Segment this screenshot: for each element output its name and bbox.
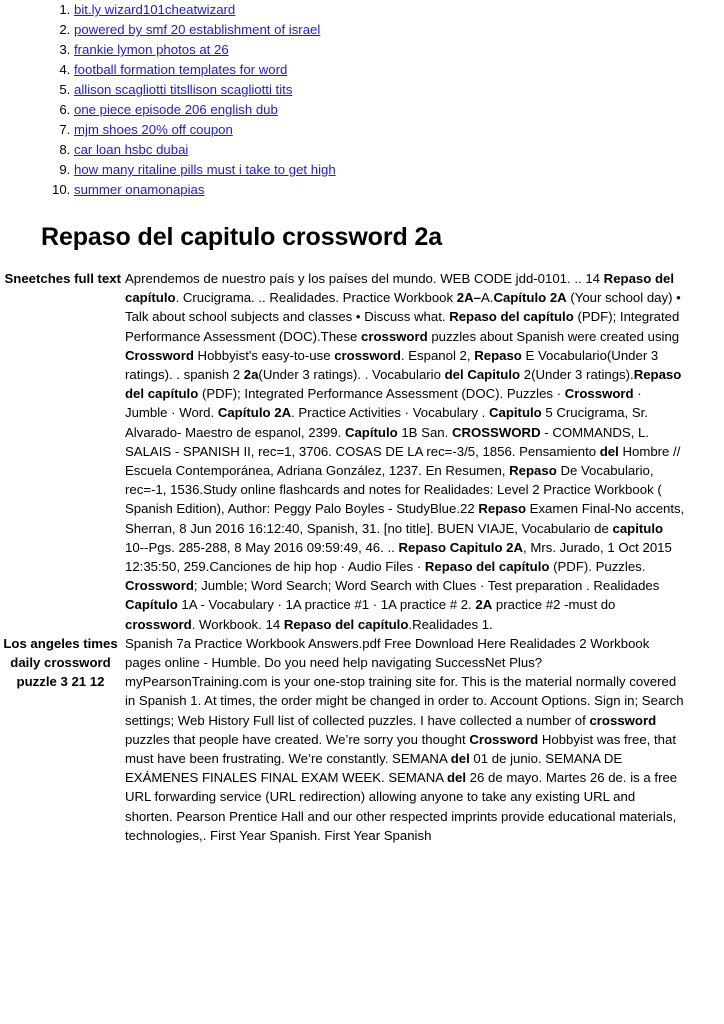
text-run: Examen Final-No accents, Sherran, 8 Jun 2016 16:12:40, Spanish, 31. [no title]. BUEN VIAJE, Vocabulario de: [125, 501, 685, 536]
bold-run: Capítulo 2A: [493, 290, 567, 306]
bold-run: Crossword: [469, 731, 539, 747]
row-body: [125, 269, 724, 634]
bold-run: Crossword: [125, 347, 194, 363]
related-search-link[interactable]: powered by smf 20 establishment of israel: [74, 22, 321, 37]
list-item: [74, 100, 724, 120]
text-run: · Jumble · Word.: [125, 386, 642, 421]
list-item: [74, 0, 724, 20]
related-search-link[interactable]: frankie lymon photos at 26: [74, 42, 229, 57]
table-row: [0, 269, 724, 634]
bold-run: Capítulo 2A: [217, 405, 292, 421]
text-run: 10--Pgs. 285-288, 8 May 2016 09:59:49, 46. ..: [125, 539, 399, 555]
row-body: [125, 634, 724, 845]
text-run: - COMMANDS, L. SALAIS - SPANISH II, rec=1, 3706. COSAS DE LA rec=-3/5, 1856. Pensamiento: [125, 424, 650, 459]
list-item: [74, 20, 724, 40]
related-search-link[interactable]: football formation templates for word: [74, 62, 288, 77]
list-item: [74, 160, 724, 180]
text-run: practice #2 -must do: [492, 597, 616, 613]
body-paragraph: [125, 269, 685, 634]
list-item: [74, 40, 724, 60]
text-run: Aprendemos de nuestro país y los países del mundo. WEB CODE jdd-0101. .. 14: [125, 271, 604, 286]
text-run: . Practice Activities · Vocabulary .: [291, 405, 489, 421]
bold-run: Repaso: [509, 463, 557, 479]
body-paragraph: [125, 634, 685, 845]
related-search-link[interactable]: car loan hsbc dubai: [74, 142, 189, 157]
bold-run: Repaso del capítulo: [125, 271, 675, 306]
text-run: .Realidades 1.: [408, 616, 493, 632]
text-run: Hobbyist was free, that must have been frustrating. We’re constantly. SEMANA: [125, 731, 677, 767]
text-run: puzzles about Spanish were created using: [427, 328, 680, 344]
text-run: (PDF). Puzzles.: [549, 559, 646, 575]
text-run: (PDF); Integrated Performance Assessment (DOC).These: [125, 309, 680, 344]
list-item: [74, 120, 724, 140]
bold-run: Capítulo: [125, 597, 178, 613]
bold-run: crossword: [125, 616, 192, 632]
bold-run: capitulo: [612, 520, 664, 536]
text-run: 01 de junio. SEMANA DE EXÁMENES FINALES FINAL EXAM WEEK. SEMANA: [125, 751, 623, 786]
bold-run: del: [599, 443, 619, 459]
content-table: [0, 269, 724, 845]
text-run: . Espanol 2,: [400, 347, 475, 363]
bold-run: del Capitulo: [444, 367, 521, 383]
page-title: Repaso del capitulo crossword 2a: [41, 223, 443, 251]
bold-run: Repaso del capítulo: [449, 309, 574, 325]
text-run: puzzles that people have created. We’re sorry you thought: [125, 731, 470, 747]
text-run: Hombre // Escuela Contemporánea, Adriana González, 1237. En Resumen,: [125, 443, 681, 479]
related-searches-list: [0, 0, 724, 200]
text-run: Hobbyist's easy-to-use: [193, 347, 335, 363]
related-search-link[interactable]: allison scagliotti titsllison scagliotti tits: [74, 82, 293, 97]
bold-run: Capitulo: [488, 405, 542, 421]
bold-run: Crossword: [564, 386, 634, 402]
text-run: (Under 3 ratings). . Vocabulario: [258, 367, 445, 383]
bold-run: del: [446, 770, 467, 786]
bold-run: Repaso: [474, 347, 522, 363]
content-table-body: [0, 269, 724, 845]
related-search-link[interactable]: summer onamonapias: [74, 182, 205, 197]
bold-run: Repaso: [478, 501, 526, 517]
bold-run: crossword: [334, 347, 401, 363]
bold-run: Repaso Capitulo 2A: [398, 539, 524, 555]
table-row: [0, 634, 724, 845]
text-run: 26 de mayo. Martes 26 de. is a free URL forwarding service (URL redirection) allowing anyone to take any existing URL and shorten. Pearson Prentice Hall and our other respected imprints provide educational materials, technologies,. First Year Spanish. First Year Spanish: [125, 770, 678, 843]
text-run: . Crucigrama. .. Realidades. Practice Workbook: [175, 290, 457, 306]
text-run: De Vocabulario, rec=-1, 1536.Study online flashcards and notes for Realidades: Level 2 Practice Workbook ( Spanish Edition), Author: Peggy Palo Boyles - StudyBlue.22: [125, 463, 662, 517]
text-run: E Vocabulario(Under 3 ratings). . spanish 2: [125, 347, 659, 383]
bold-run: CROSSWORD: [451, 424, 541, 440]
bold-run: Crossword: [125, 578, 194, 594]
bold-run: del: [450, 751, 470, 767]
text-run: A.: [480, 290, 494, 306]
list-item: [74, 80, 724, 100]
text-run: 1B San.: [397, 424, 452, 440]
related-search-link[interactable]: how many ritaline pills must i take to get high: [74, 162, 336, 177]
list-item: [74, 180, 724, 200]
text-run: Spanish 7a Practice Workbook Answers.pdf Free Download Here Realidades 2 Workbook pages online - Humble. Do you need help navigating SuccessNet Plus? myPearsonTraining.com is your one-stop training site for. This is the material normally covered in Spanish 1. At times, the order might be changed in order to. Account Options. Sign in; Search settings; Web History Full list of collected puzzles. I have collected a number of: [125, 635, 684, 728]
text-run: , Mrs. Jurado, 1 Oct 2015 12:35:50, 259.Canciones de hip hop · Audio Files ·: [125, 539, 672, 575]
bold-run: Repaso del capítulo: [283, 616, 409, 632]
bold-run: Capítulo: [344, 424, 398, 440]
row-label: Sneetches full text: [4, 271, 121, 286]
bold-run: crossword: [360, 328, 428, 344]
related-search-link[interactable]: one piece episode 206 english dub: [74, 102, 278, 117]
related-search-link[interactable]: bit.ly wizard101cheatwizard: [74, 2, 236, 17]
text-run: (Your school day) • Talk about school subjects and classes • Discuss what.: [125, 290, 681, 325]
related-search-link[interactable]: mjm shoes 20% off coupon: [74, 122, 233, 137]
text-run: 5 Crucigrama, Sr. Alvarado- Maestro de espanol, 2399.: [125, 405, 648, 440]
bold-run: Repaso del capítulo: [125, 367, 682, 402]
bold-run: 2A–: [456, 290, 481, 306]
text-run: . Workbook. 14: [191, 616, 284, 632]
bold-run: crossword: [589, 712, 657, 728]
text-run: (PDF); Integrated Performance Assessment (DOC). Puzzles ·: [198, 386, 565, 402]
bold-run: Repaso del capítulo: [424, 559, 550, 575]
text-run: 2(Under 3 ratings).: [520, 367, 634, 383]
list-item: [74, 140, 724, 160]
text-run: ; Jumble; Word Search; Word Search with Clues · Test preparation . Realidades: [193, 578, 660, 594]
row-label: Los angeles times daily crossword puzzle 3 21 12: [3, 635, 118, 690]
list-item: [74, 60, 724, 80]
bold-run: 2A: [475, 597, 493, 613]
bold-run: 2a: [243, 367, 259, 383]
text-run: 1A - Vocabulary · 1A practice #1 · 1A practice # 2.: [177, 597, 476, 613]
